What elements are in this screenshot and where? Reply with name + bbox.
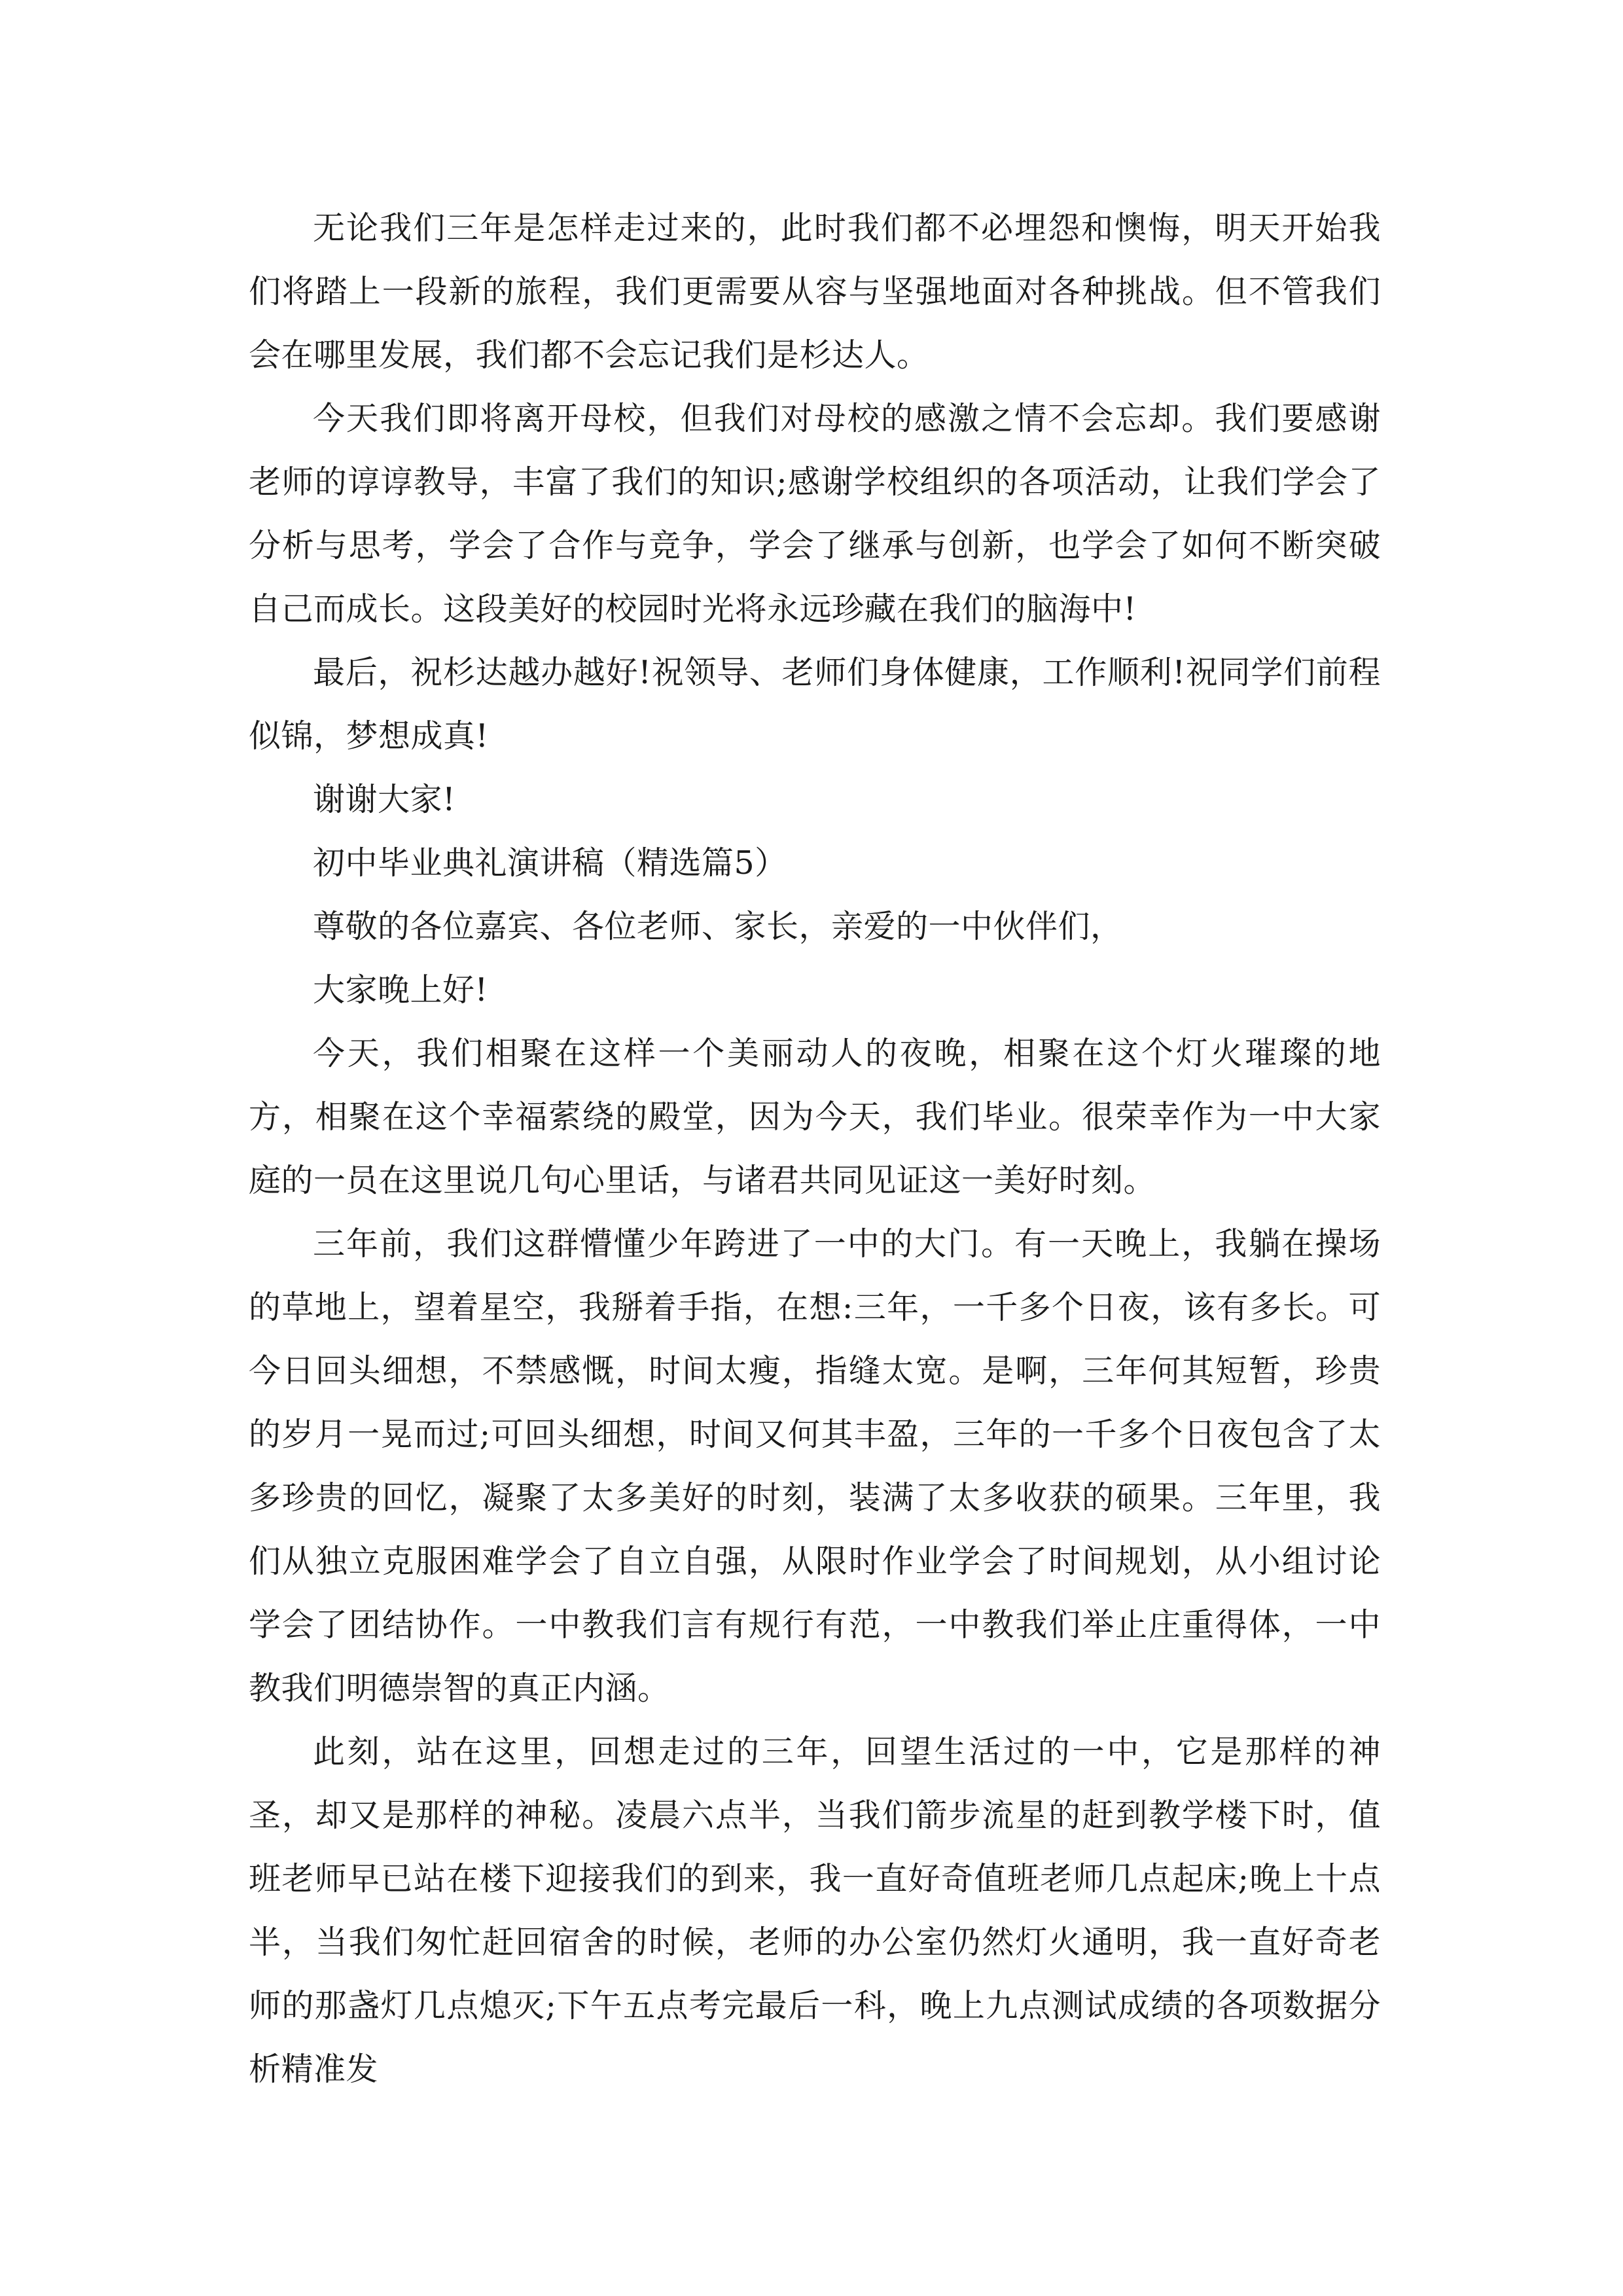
paragraph: 此刻，站在这里，回想走过的三年，回望生活过的一中，它是那样的神圣，却又是那样的神秘。凌晨六点半，当我们箭步流星的赶到教学楼下时，值班老师早已站在楼下迎接我们的到来，我一直好奇值班老师几点起床;晚上十点半，当我们匆忙赶回宿舍的时候，老师的办公室仍然灯火通明，我一直好奇老师的那盏灯几点熄灭;下午五点考完最后一科，晚上九点测试成绩的各项数据分析精准发 (249, 1733, 1381, 2088)
salutation: 尊敬的各位嘉宾、各位老师、家长，亲爱的一中伙伴们， (313, 908, 1123, 945)
paragraph: 今天，我们相聚在这样一个美丽动人的夜晚，相聚在这个灯火璀璨的地方，相聚在这个幸福萦绕的殿堂，因为今天，我们毕业。很荣幸作为一中大家庭的一员在这里说几句心里话，与诸君共同见证这一美好时刻。 (249, 1035, 1381, 1199)
paragraph: 谢谢大家! (313, 781, 456, 818)
document-body (249, 196, 1381, 2101)
section-heading: 初中毕业典礼演讲稿（精选篇5） (313, 844, 787, 882)
paragraph: 无论我们三年是怎样走过来的，此时我们都不必埋怨和懊悔，明天开始我们将踏上一段新的旅程，我们更需要从容与坚强地面对各种挑战。但不管我们会在哪里发展，我们都不会忘记我们是杉达人。 (249, 209, 1381, 374)
paragraph: 今天我们即将离开母校，但我们对母校的感激之情不会忘却。我们要感谢老师的谆谆教导，丰富了我们的知识;感谢学校组织的各项活动，让我们学会了分析与思考，学会了合作与竞争，学会了继承与创新，也学会了如何不断突破自己而成长。这段美好的校园时光将永远珍藏在我们的脑海中! (249, 400, 1381, 628)
greeting: 大家晚上好! (313, 971, 488, 1009)
paragraph: 最后，祝杉达越办越好!祝领导、老师们身体健康，工作顺利!祝同学们前程似锦，梦想成真! (249, 654, 1381, 755)
paragraph: 三年前，我们这群懵懂少年跨进了一中的大门。有一天晚上，我躺在操场的草地上，望着星空，我掰着手指，在想:三年，一千多个日夜，该有多长。可今日回头细想，不禁感慨，时间太瘦，指缝太宽。是啊，三年何其短暂，珍贵的岁月一晃而过;可回头细想，时间又何其丰盈，三年的一千多个日夜包含了太多珍贵的回忆，凝聚了太多美好的时刻，装满了太多收获的硕果。三年里，我们从独立克服困难学会了自立自强，从限时作业学会了时间规划，从小组讨论学会了团结协作。一中教我们言有规行有范，一中教我们举止庄重得体，一中教我们明德崇智的真正内涵。 (249, 1225, 1381, 1707)
